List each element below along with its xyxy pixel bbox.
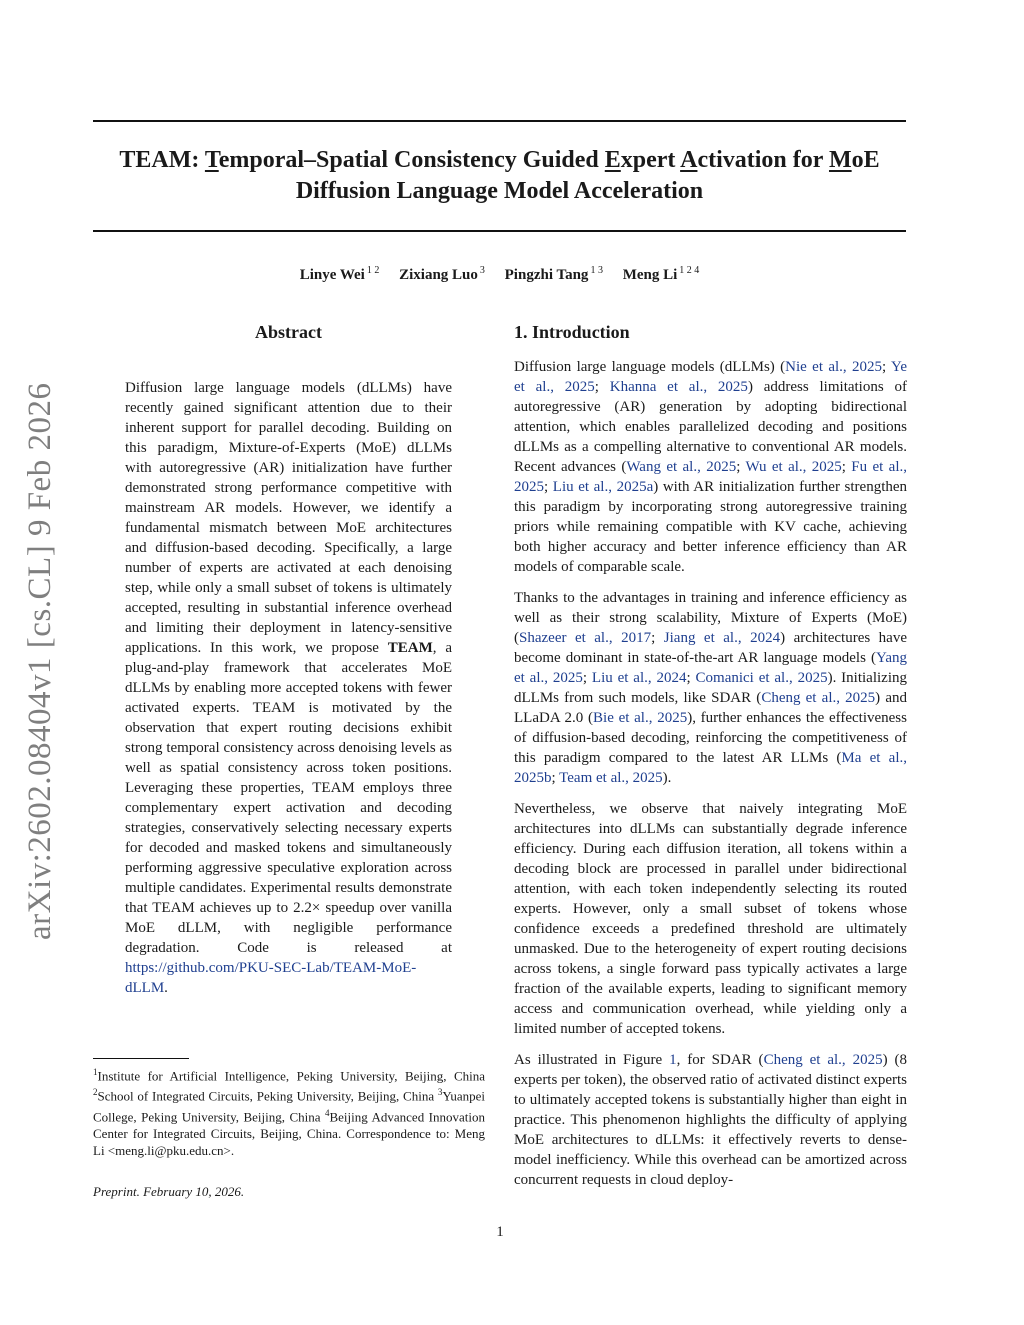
intro-paragraph: Diffusion large language models (dLLMs) (Nie et al., 2025; Ye et al., 2025; Khanna et al., 2025) address limitations of autoregressive (AR) generation by adopting bidirectional attention, which enables parallelized decoding and positions dLLMs as a compelling alternative to conventional AR models. Recent advances (Wang et al., 2025; Wu et al., 2025; Fu et al., 2025; Liu et al., 2025a) with AR initialization further strengthen this paradigm by incorporating strong autoregressive training priors while remaining compatible with KV cache, achieving both higher accuracy and better inference efficiency than AR models of comparable scale. <box>514 359 908 575</box>
citation-link[interactable]: Bie et al., 2025 <box>593 710 688 726</box>
citation-link[interactable]: Shazeer et al., 2017 <box>519 630 652 646</box>
author-list <box>93 265 906 284</box>
citation-link[interactable]: Cheng et al., 2025 <box>761 690 876 706</box>
citation-link[interactable]: Liu et al., 2024 <box>591 670 687 686</box>
page-number: 1 <box>496 1224 504 1240</box>
citation-link[interactable]: Team et al., 2025 <box>559 770 663 786</box>
citation-link[interactable]: Nie et al., 2025 <box>785 359 883 375</box>
citation-link[interactable]: Comanici et al., 2025 <box>695 670 828 686</box>
author: Zixiang Luo $^3$ <box>399 265 485 283</box>
author: Pingzhi Tang $^{1 3}$ <box>504 265 603 283</box>
citation-link[interactable]: Ye et al., 2025 <box>514 359 907 395</box>
abstract-heading: Abstract <box>255 322 322 342</box>
title-line-2: Diffusion Language Model Acceleration <box>295 178 704 204</box>
title-rule-top <box>93 120 906 122</box>
citation-link[interactable]: Wu et al., 2025 <box>745 459 842 475</box>
abstract-body: Diffusion large language models (dLLMs) have recently gained significant attention due to their inherent support for parallel decoding. Building on this paradigm, Mixture-of-Experts (MoE) dLLMs with autoregressive (AR) initialization have further demonstrated strong performance competitive with mainstream AR models. However, we identify a fundamental mismatch between MoE architectures and diffusion-based decoding. Specifically, a large number of experts are activated at each denoising step, while only a small subset of tokens is ultimately accepted, resulting in substantial inference overhead and limiting their deployment in latency-sensitive applications. In this work, we propose TEAM, a plug-and-play framework that accelerates MoE dLLMs by enabling more accepted tokens with fewer activated experts. TEAM is motivated by the observation that expert routing decisions exhibit strong temporal consistency across denoising levels as well as spatial consistency across token positions. Leveraging these properties, TEAM employs three complementary expert activation and decoding strategies, conservatively selecting necessary experts for decoded and masked tokens and simultaneously performing aggressive speculative exploration across multiple candidates. Experimental results demonstrate that TEAM achieves up to 2.2× speedup over vanilla MoE dLLM, with negligible performance degradation. Code is released at https://github.com/PKU-SEC-Lab/TEAM-MoE-dLLM. <box>125 380 452 996</box>
intro-paragraph: As illustrated in Figure 1, for SDAR (Cheng et al., 2025) (8 experts per token), the observed ratio of activated distinct experts to ultimately accepted tokens is substantially higher than eight in practice. This phenomenon highlights the difficulty of applying MoE architectures to dLLMs: it effectively reverts to dense-model inefficiency. While this overhead can be amortized across concurrent requests in cloud deploy- <box>514 1052 907 1188</box>
introduction-body <box>514 357 907 1201</box>
citation-link[interactable]: Wang et al., 2025 <box>626 459 737 475</box>
introduction-heading: 1. Introduction <box>514 322 630 342</box>
citation-link[interactable]: Khanna et al., 2025 <box>609 379 748 395</box>
intro-paragraph: Thanks to the advantages in training and inference efficiency as well as their strong scalability, Mixture of Experts (MoE) (Shazeer et al., 2017; Jiang et al., 2024) architectures have become dominant in state-of-the-art AR language models (Yang et al., 2025; Liu et al., 2024; Comanici et al., 2025). Initializing dLLMs from such models, like SDAR (Cheng et al., 2025) and LLaDA 2.0 (Bie et al., 2025), further enhances the effectiveness of diffusion-based decoding, reinforcing the competitiveness of this paradigm compared to the latest AR LLMs (Ma et al., 2025b; Team et al., 2025). <box>514 590 908 786</box>
citation-link[interactable]: Ma et al., 2025b <box>514 750 907 786</box>
author: Linye Wei $^{1 2}$ <box>299 265 380 283</box>
citation-link[interactable]: Fu et al., 2025 <box>514 459 908 495</box>
citation-link[interactable]: Cheng et al., 2025 <box>763 1052 883 1068</box>
title-line-1: TEAM: Temporal–Spatial Consistency Guided Expert Activation for MoE <box>119 147 880 173</box>
footnote-rule <box>93 1058 189 1059</box>
title-rule-bottom <box>93 230 906 232</box>
citation-link[interactable]: Liu et al., 2025a <box>552 479 654 495</box>
author: Meng Li $^{1 2 4}$ <box>622 265 700 283</box>
citation-link[interactable]: Jiang et al., 2024 <box>663 630 781 646</box>
intro-paragraph: Nevertheless, we observe that naively integrating MoE architectures into dLLMs can substantially degrade inference efficiency. During each diffusion iteration, all tokens within a decoding block are processed in parallel under bidirectional attention, with each token independently selecting its routed experts. However, only a small subset of tokens whose confidence exceeds a predefined threshold are ultimately unmasked. Due to the heterogeneity of expert routing decisions across tokens, a single forward pass typically activates a large fraction of the available experts, leading to significant memory access and communication overhead, while yielding only a limited number of accepted tokens. <box>514 801 907 1037</box>
team-name: TEAM <box>387 640 433 656</box>
arxiv-identifier: arXiv:2602.08404v1 [cs.CL] 9 Feb 2026 <box>22 382 58 940</box>
affiliation-footnotes: $^1$Institute for Artificial Intelligence, Peking University, Beijing, China $^2$School of Integrated Circuits, Peking University, Beijing, China $^3$Yuanpei College, Peking University, Beijing, China $^4$Beijing Advanced Innovation Center for Integrated Circuits, Beijing, China. Correspondence to: Meng Li <meng.li@pku.edu.cn>. <box>93 1067 485 1158</box>
citation-link[interactable]: 1 <box>669 1052 677 1068</box>
citation-link[interactable]: Yang et al., 2025 <box>514 650 907 686</box>
paper-title <box>93 145 906 207</box>
preprint-date: Preprint. February 10, 2026. <box>93 1184 245 1199</box>
code-link[interactable]: https://github.com/PKU-SEC-Lab/TEAM-MoE-dLLM <box>125 960 417 996</box>
